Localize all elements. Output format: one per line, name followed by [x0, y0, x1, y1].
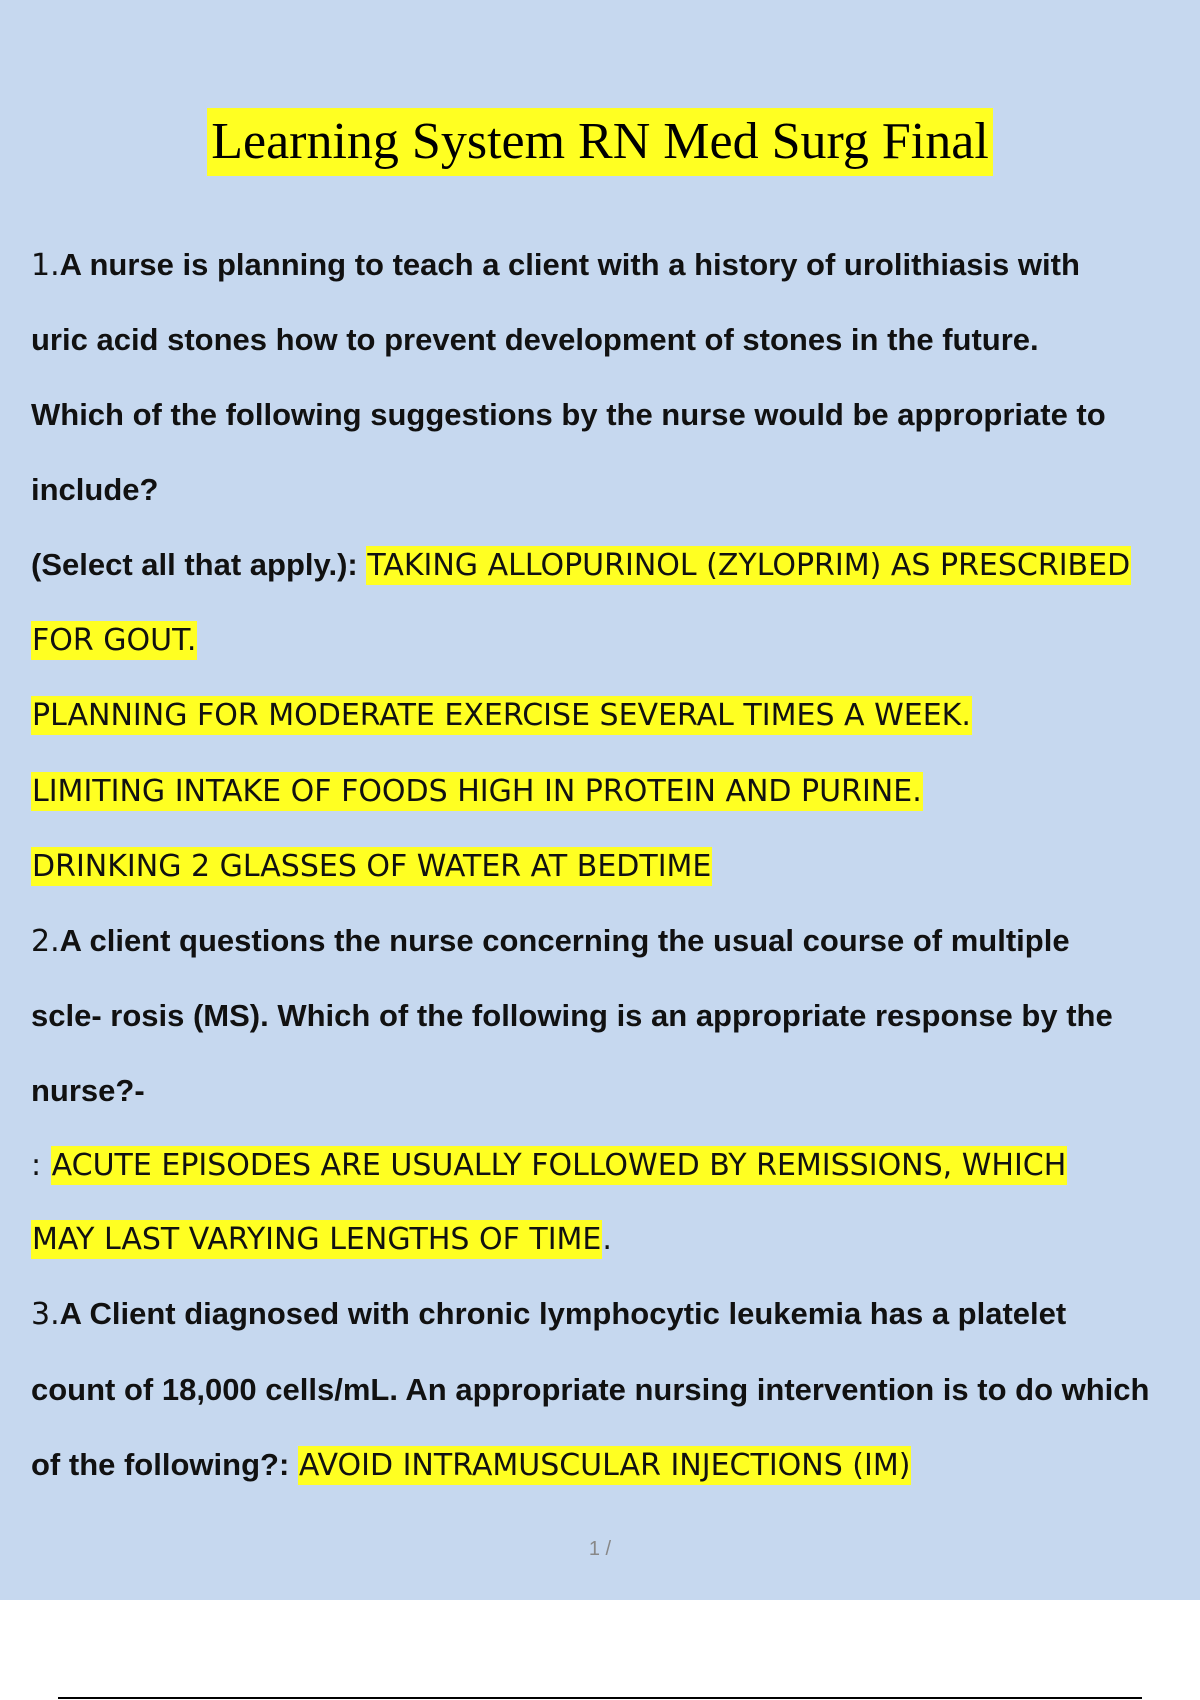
q1-number: 1. — [31, 248, 60, 283]
q3-answer: AVOID INTRAMUSCULAR INJECTIONS (IM) — [298, 1448, 911, 1483]
q1-line-1 — [31, 242, 1080, 289]
q3-text-1: A Client diagnosed with chronic lymphocytic leukemia has a platelet — [59, 1296, 1067, 1331]
q2-answer-2: MAY LAST VARYING LENGTHS OF TIME — [32, 1222, 602, 1257]
bottom-rule — [58, 1697, 1142, 1699]
q1-line-2: uric acid stones how to prevent development of stones in the future. — [31, 322, 1039, 357]
q3-number: 3. — [31, 1297, 60, 1332]
q2-text-1: A client questions the nurse concerning the usual course of multiple — [59, 923, 1070, 958]
q3-prefix: of the following?: — [31, 1447, 298, 1482]
q2-line-3: nurse?- — [31, 1073, 145, 1108]
q1-line-3: Which of the following suggestions by the nurse would be appropriate to — [31, 397, 1106, 432]
page-number: 1 / — [588, 1538, 612, 1560]
q2-answer-1: ACUTE EPISODES ARE USUALLY FOLLOWED BY REMISSIONS, WHICH — [51, 1148, 1067, 1183]
q1-answer-3: LIMITING INTAKE OF FOODS HIGH IN PROTEIN AND PURINE. — [32, 774, 922, 809]
q2-answer-prefix: : — [31, 1148, 51, 1183]
q1-text-1: A nurse is planning to teach a client with a history of urolithiasis with — [59, 247, 1080, 282]
q1-select-prefix: (Select all that apply.): — [31, 547, 367, 582]
q1-line-9 — [31, 843, 712, 890]
q3-line-3 — [31, 1442, 911, 1489]
q1-line-5 — [31, 542, 1131, 589]
q1-line-8 — [31, 768, 923, 815]
q1-line-6 — [31, 617, 197, 664]
q2-answer-suffix: . — [602, 1222, 612, 1257]
q3-line-1 — [31, 1291, 1066, 1338]
q1-answer-1b: FOR GOUT. — [32, 623, 197, 658]
q2-number: 2. — [31, 924, 60, 959]
q1-answer-4: DRINKING 2 GLASSES OF WATER AT BEDTIME — [32, 849, 712, 884]
q2-line-4 — [31, 1142, 1067, 1189]
q3-line-2: count of 18,000 cells/mL. An appropriate nursing intervention is to do which — [31, 1372, 1150, 1407]
title-wrap — [0, 108, 1200, 176]
q2-line-2: scle- rosis (MS). Which of the following is an appropriate response by the — [31, 998, 1113, 1033]
q2-line-1 — [31, 918, 1070, 965]
q1-line-4: include? — [31, 472, 159, 507]
q2-line-5 — [31, 1216, 612, 1263]
q1-answer-2: PLANNING FOR MODERATE EXERCISE SEVERAL TIMES A WEEK. — [32, 698, 971, 733]
q1-line-7 — [31, 692, 972, 739]
document-title: Learning System RN Med Surg Final — [207, 108, 993, 176]
q1-answer-1a: TAKING ALLOPURINOL (ZYLOPRIM) AS PRESCRIBED — [367, 548, 1131, 583]
